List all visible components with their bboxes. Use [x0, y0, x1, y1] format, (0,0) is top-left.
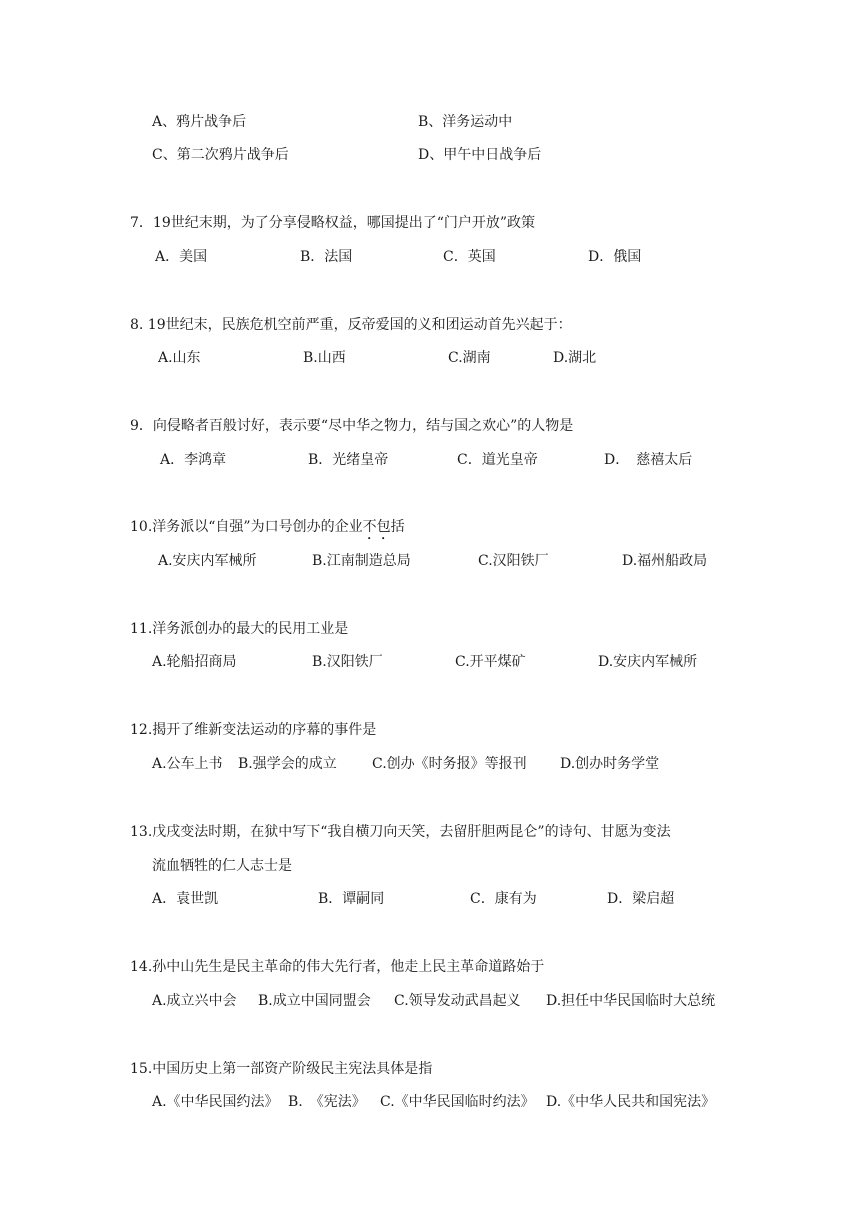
q13-option-b: B．谭嗣同 — [318, 891, 385, 907]
q13-option-c: C．康有为 — [470, 891, 537, 907]
q10-stem — [130, 517, 405, 543]
q13-stem-line-1: 13.戊戌变法时期，在狱中写下“我自横刀向天笑，去留肝胆两昆仑”的诗句、甘愿为变法 — [130, 824, 671, 840]
q7-option-a: A．美国 — [155, 249, 208, 265]
q11-stem: 11.洋务派创办的最大的民用工业是 — [130, 621, 349, 637]
q6-option-b: B、洋务运动中 — [418, 114, 513, 130]
q12-option-b: B.强学会的成立 — [238, 756, 337, 772]
q9-option-d: D． 慈禧太后 — [604, 452, 693, 468]
q10-option-c: C.汉阳铁厂 — [478, 553, 549, 569]
q12-stem: 12.揭开了维新变法运动的序幕的事件是 — [130, 722, 377, 738]
q7-option-c: C．英国 — [443, 249, 496, 265]
q10-stem-start: 10.洋务派以“自强”为口号创办的企业 — [130, 519, 363, 535]
q6-option-a: A、鸦片战争后 — [152, 114, 247, 130]
q10-option-a: A.安庆内军械所 — [158, 553, 257, 569]
q14-option-c: C.领导发动武昌起义 — [394, 993, 521, 1009]
q6-option-c: C、第二次鸦片战争后 — [152, 147, 289, 163]
q7-option-d: D．俄国 — [588, 249, 642, 265]
q9-stem: 9．向侵略者百般讨好，表示要“尽中华之物力，结与国之欢心”的人物是 — [130, 418, 574, 434]
q14-stem: 14.孙中山先生是民主革命的伟大先行者，他走上民主革命道路始于 — [130, 959, 545, 975]
q11-option-a: A.轮船招商局 — [152, 654, 237, 670]
q10-option-d: D.福州船政局 — [622, 553, 708, 569]
q8-option-b: B.山西 — [303, 350, 346, 366]
q8-option-a: A.山东 — [158, 350, 201, 366]
q13-option-a: A．袁世凯 — [152, 891, 219, 907]
q12-option-c: C.创办《时务报》等报刊 — [372, 756, 527, 772]
q9-option-a: A．李鸿章 — [160, 452, 227, 468]
q8-option-c: C.湖南 — [448, 350, 491, 366]
q15-option-d: D.《中华人民共和国宪法》 — [546, 1094, 716, 1110]
q12-option-d: D.创办时务学堂 — [560, 756, 660, 772]
q14-option-a: A.成立兴中会 — [152, 993, 237, 1009]
q9-option-b: B．光绪皇帝 — [308, 452, 389, 468]
q15-option-b: B. 《宪法》 — [288, 1094, 366, 1110]
q14-option-b: B.成立中国同盟会 — [258, 993, 371, 1009]
q9-option-c: C．道光皇帝 — [457, 452, 538, 468]
q12-option-a: A.公车上书 — [152, 756, 223, 772]
q15-option-a: A.《中华民国约法》 — [152, 1094, 279, 1110]
q10-option-b: B.江南制造总局 — [312, 553, 411, 569]
q6-option-d: D、甲午中日战争后 — [418, 147, 542, 163]
q13-option-d: D．梁启超 — [607, 891, 675, 907]
q10-stem-end: 括 — [390, 519, 405, 535]
q7-stem: 7．19世纪末期，为了分享侵略权益，哪国提出了“门户开放”政策 — [130, 215, 536, 231]
q11-option-d: D.安庆内军械所 — [598, 654, 698, 670]
q11-option-c: C.开平煤矿 — [455, 654, 526, 670]
q14-option-d: D.担任中华民国临时大总统 — [546, 993, 716, 1009]
q8-option-d: D.湖北 — [553, 350, 597, 366]
q11-option-b: B.汉阳铁厂 — [312, 654, 383, 670]
q15-option-c: C.《中华民国临时约法》 — [380, 1094, 535, 1110]
q8-stem: 8. 19世纪末，民族危机空前严重，反帝爱国的义和团运动首先兴起于： — [130, 317, 572, 333]
q15-stem: 15.中国历史上第一部资产阶级民主宪法具体是指 — [130, 1061, 433, 1077]
q10-stem-emphasis: 不包 — [362, 519, 391, 535]
q13-stem-line-2: 流血牺牲的仁人志士是 — [152, 858, 292, 874]
q7-option-b: B．法国 — [300, 249, 353, 265]
